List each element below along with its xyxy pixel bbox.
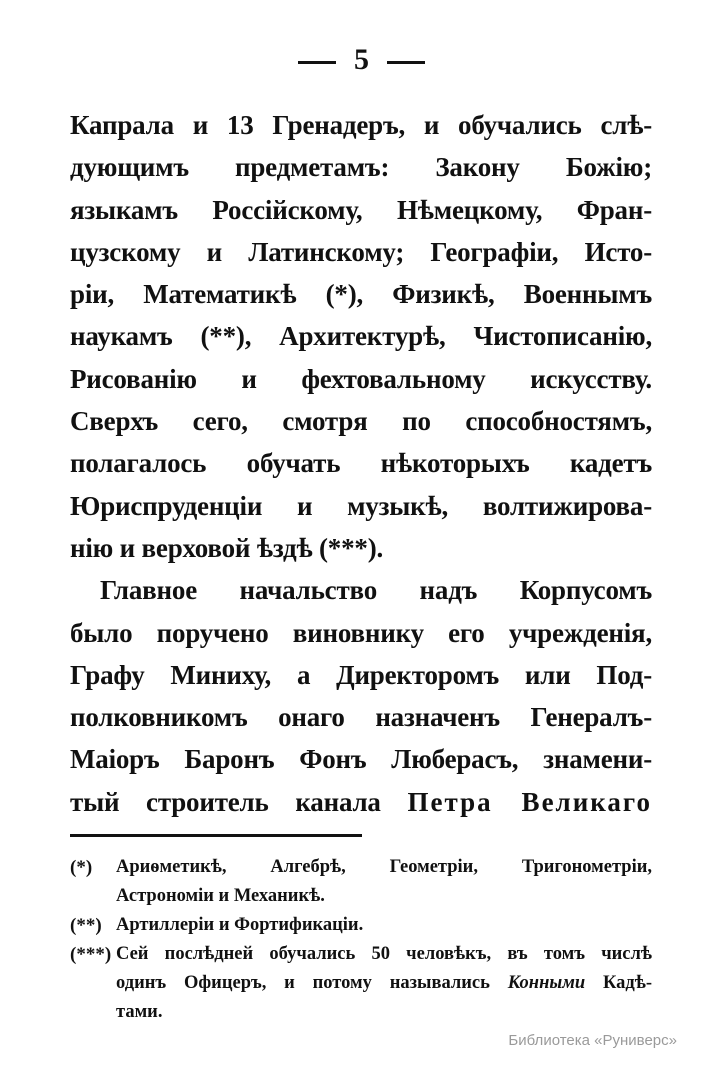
- body-line: полагалось обучать нѣкоторыхъ кадетъ: [70, 448, 652, 479]
- footnote-line: Ариѳметикѣ, Алгебрѣ, Геометріи, Тригонометріи,: [116, 857, 652, 877]
- body-line: нію и верховой ѣздѣ (***).: [70, 532, 384, 563]
- body-line-last: [70, 781, 652, 823]
- footnote-mark: (**): [70, 915, 102, 936]
- footnotes: [70, 853, 652, 1027]
- body-line: было поручено виновнику его учрежденія,: [70, 617, 652, 648]
- body-line: ріи, Математикѣ (*), Физикѣ, Военнымъ: [70, 279, 652, 310]
- page-number: [0, 42, 723, 78]
- body-line: Сверхъ сего, смотря по способностямъ,: [70, 406, 652, 437]
- footnote: [70, 853, 652, 911]
- body-line: Маіоръ Баронъ Фонъ Люберасъ, знамени-: [70, 744, 652, 775]
- footnote-rule: [70, 834, 362, 837]
- library-watermark: Библиотека «Руниверс»: [508, 1032, 677, 1049]
- page-number-left-dash: [298, 61, 336, 64]
- page-number-right-dash: [387, 61, 425, 64]
- footnote-mark: (*): [70, 857, 93, 878]
- footnote-line: тами.: [116, 1002, 163, 1022]
- emphasized-name: Петра Великаго: [407, 786, 652, 817]
- footnote-text: [116, 940, 652, 1027]
- footnote-mark: (***): [70, 944, 112, 965]
- body-line: Рисованію и фехтовальному искусству.: [70, 363, 652, 394]
- page-number-value: 5: [354, 43, 369, 76]
- body-line: наукамъ (**), Архитектурѣ, Чистописанію,: [70, 321, 652, 352]
- body-line: Юриспруденціи и музыкѣ, волтижирова-: [70, 490, 652, 521]
- body-line: цузскому и Латинскому; Географіи, Исто-: [70, 236, 652, 267]
- footnote-text: [116, 911, 652, 940]
- footnote: [70, 911, 652, 940]
- footnote-line-text: одинъ Офицеръ, и потому назывались: [116, 973, 508, 993]
- body-line: Главное начальство надъ Корпусомъ: [100, 575, 652, 606]
- footnote-line-text: Кадѣ-: [585, 973, 652, 993]
- body-line-last-text: тый строитель канала: [70, 786, 408, 817]
- body-text: [70, 104, 652, 823]
- body-line: полковникомъ онаго назначенъ Генералъ-: [70, 702, 652, 733]
- footnote-line: Астрономіи и Механикѣ.: [116, 886, 325, 906]
- footnote-text: [116, 853, 652, 911]
- footnote-line: Артиллеріи и Фортификаціи.: [116, 915, 364, 935]
- body-line: Графу Миниху, а Директоромъ или Под-: [70, 659, 652, 690]
- body-line: Капрала и 13 Гренадеръ, и обучались слѣ-: [70, 110, 652, 140]
- body-line: дующимъ предметамъ: Закону Божію;: [70, 152, 652, 183]
- footnote-line-with-italic: [116, 969, 652, 998]
- footnote-line: Сей послѣдней обучались 50 человѣкъ, въ томъ числѣ: [116, 944, 652, 964]
- body-line: языкамъ Россійскому, Нѣмецкому, Фран-: [70, 194, 652, 225]
- italic-term: Конными: [507, 973, 586, 993]
- footnote: [70, 940, 652, 1027]
